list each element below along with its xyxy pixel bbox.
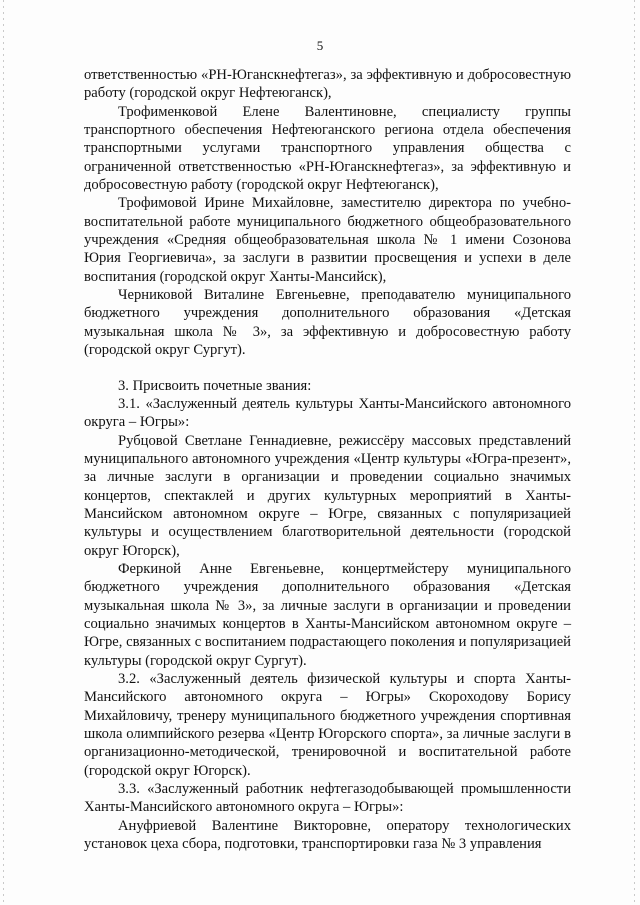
document-body — [84, 66, 571, 853]
scan-edge-right — [634, 0, 635, 905]
paragraph-trofimenkova: Трофименковой Елене Валентиновне, специалисту группы транспортного обеспечения Нефтеюганского региона отдела обеспечения транспортными услугами транспортного управления общества с ограниченной ответственностью «РН-Юганскнефтегаз», за эффективную и добросовестную работу (городской округ Нефтеюганск), — [84, 103, 571, 194]
paragraph-ferkina: Феркиной Анне Евгеньевне, концертмейстеру муниципального бюджетного учреждения дополнительного образования «Детская музыкальная школа № 3», за личные заслуги в организации и проведении социально значимых концертов в Ханты-Мансийском автономном округе – Югре, связанных с воспитанием подрастающего поколения и популяризацией культуры (городской округ Сургут). — [84, 560, 571, 669]
paragraph-continuation: ответственностью «РН-Юганскнефтегаз», за эффективную и добросовестную работу (городской округ Нефтеюганск), — [84, 67, 571, 102]
subsection-3-3-heading: 3.3. «Заслуженный работник нефтегазодобывающей промышленности Ханты-Мансийского автономного округа – Югры»: — [84, 781, 571, 816]
section-3-heading: 3. Присвоить почетные звания: — [118, 377, 312, 394]
paragraph-rubtsova: Рубцовой Светлане Геннадиевне, режиссёру массовых представлений муниципального автономного учреждения «Центр культуры «Югра-презент», за личные заслуги в организации и проведении социально значимых концертов, спектаклей и других культурных мероприятий в Ханты-Мансийском автономном округе – Югре, связанных с популяризацией культуры и осуществлением благотворительной деятельности (городской округ Югорск), — [84, 432, 571, 559]
paragraph-trofimova: Трофимовой Ирине Михайловне, заместителю директора по учебно-воспитательной работе муниципального бюджетного общеобразовательного учреждения «Средняя общеобразовательная школа № 1 имени Созонова Юрия Георгиевича», за заслуги в развитии просвещения и успехи в деле воспитания (городской округ Ханты-Мансийск), — [84, 195, 571, 285]
paragraph-anufrieva: Ануфриевой Валентине Викторовне, оператору технологических установок цеха сбора, подготовки, транспортировки газа № 3 управления — [84, 817, 571, 853]
subsection-3-2-paragraph: 3.2. «Заслуженный деятель физической культуры и спорта Ханты-Мансийского автономного округа – Югры» Скороходову Борису Михайловичу, тренеру муниципального бюджетного учреждения спортивная школа олимпийского резерва «Центр Югорского спорта», за личные заслуги в организационно-методической, тренировочной и воспитательной работе (городской округ Югорск). — [84, 671, 571, 779]
scan-edge-left — [3, 0, 4, 905]
subsection-3-1-heading: 3.1. «Заслуженный деятель культуры Ханты-Мансийского автономного округа – Югры»: — [84, 395, 571, 431]
paragraph-chernikova: Черниковой Виталине Евгеньевне, преподавателю муниципального бюджетного учреждения дополнительного образования «Детская музыкальная школа № 3», за эффективную и добросовестную работу (городской округ Сургут). — [84, 287, 571, 359]
page-number: 5 — [316, 38, 324, 53]
